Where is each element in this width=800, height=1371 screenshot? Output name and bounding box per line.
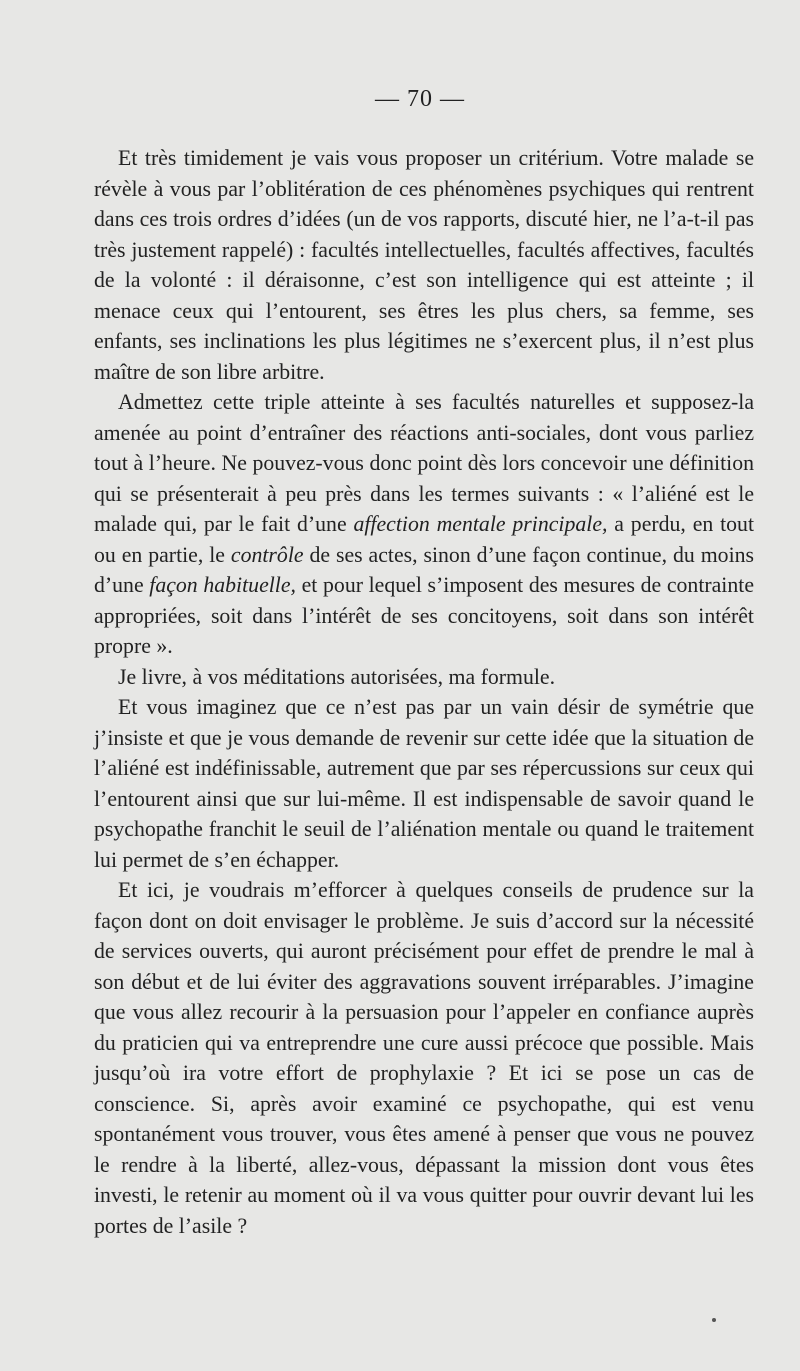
body-text (94, 143, 754, 1241)
paragraph-5 (94, 875, 754, 1241)
text-run: a perdu, en tout ou en partie, le (94, 512, 755, 567)
text-run: Et ici, je voudrais m’efforcer à quelques conseils de prudence sur la façon dont on doit envisager le problème. Je suis d’accord sur la nécessité de services ouverts, qui auront précisément pour effet de prendre le mal à son début et de lui éviter des aggravations souvent irréparables. J’imagine que vous allez recourir à la persuasion pour l’appeler en confiance auprès du praticien qui va entreprendre une cure aussi précoce que possible. Mais jusqu’où ira votre effort de prophylaxie ? Et ici se pose un cas de conscience. Si, après avoir examiné ce psychopathe, qui est venu spontanément vous trouver, vous êtes amené à penser que vous ne pouvez le rendre à la liberté, allez-vous, dépassant la mission dont vous êtes investi, le retenir au moment où il va vous quitter pour ouvrir devant lui les portes de l’asile ? (94, 878, 754, 1238)
page-number: — 70 — (375, 86, 465, 112)
text-run: Et très timidement je vais vous proposer un critérium. Votre malade se révèle à vous par l’oblitération de ces phénomènes psychiques qui rentrent dans ces trois ordres d’idées (un de vos rapports, discuté hier, ne l’a-t-il pas très justement rappelé) : facultés intellectuelles, facultés affectives, facultés de la volonté : il déraisonne, c’est son intelligence qui est atteinte ; il menace ceux qui l’entourent, ses êtres les plus chers, sa femme, ses enfants, ses inclinations les plus légitimes ne s’exercent plus, il n’est plus maître de son libre arbitre. (94, 146, 754, 384)
text-run: Je livre, à vos méditations autorisées, ma formule. (118, 664, 556, 689)
text-run: de ses actes, sinon d’une façon continue, du moins d’une (94, 542, 755, 597)
text-run: Admettez cette triple atteinte à ses facultés naturelles et supposez-la amenée au point d’entraîner des réactions anti-sociales, dont vous parliez tout à l’heure. Ne pouvez-vous donc point dès lors concevoir une définition qui se présenterait à peu près dans les termes suivants : « l’aliéné est le malade qui, par le fait d’une (94, 390, 754, 536)
italic-text: affection mentale principale, (353, 512, 608, 536)
italic-text: contrôle (230, 542, 304, 567)
print-speck (712, 1318, 716, 1322)
text-run: Et vous imaginez que ce n’est pas par un vain désir de symétrie que j’insiste et que je vous demande de revenir sur cette idée que la situation de l’aliéné est indéfinissable, autrement que par ses répercussions sur ceux qui l’entourent ainsi que sur lui-même. Il est indispensable de savoir quand le psychopathe franchit le seuil de l’aliénation mentale ou quand le traitement lui permet de s’en échapper. (94, 695, 754, 872)
text-run: et pour lequel s’imposent des mesures de contrainte appropriées, soit dans l’intérêt de ses concitoyens, soit dans son intérêt propre ». (94, 573, 754, 658)
paragraph-3 (94, 662, 754, 693)
paragraph-2 (94, 387, 754, 662)
italic-text: façon habituelle, (149, 573, 296, 597)
paragraph-4 (94, 692, 754, 875)
paragraph-1 (94, 143, 754, 387)
